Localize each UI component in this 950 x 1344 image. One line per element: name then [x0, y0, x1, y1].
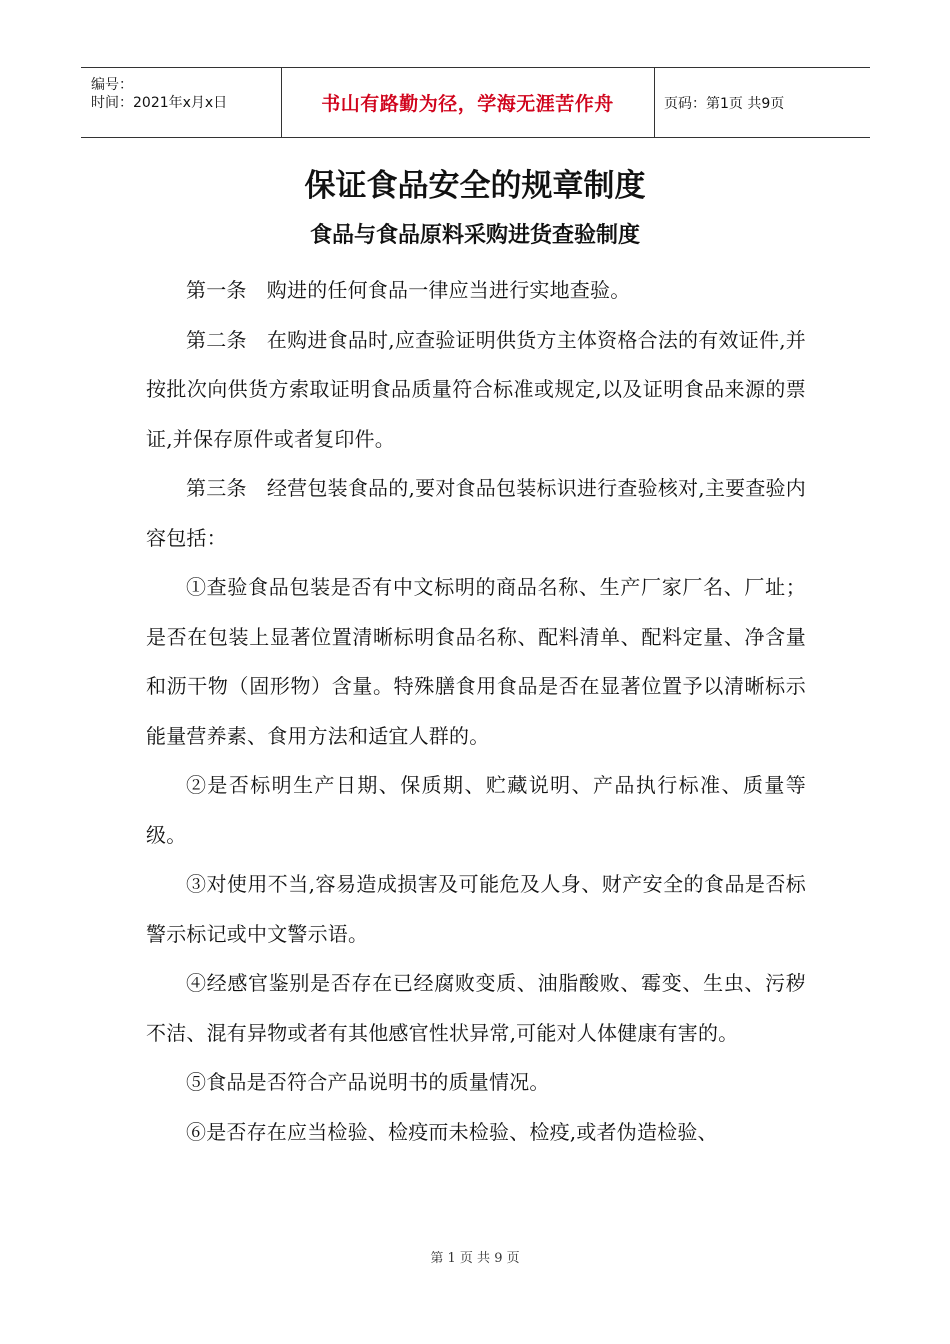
paragraph-item-4: ④经感官鉴别是否存在已经腐败变质、油脂酸败、霉变、生虫、污秽不洁、混有异物或者有其他感官性状异常,可能对人体健康有害的。: [146, 971, 806, 1045]
paragraph-item-5: ⑤食品是否符合产品说明书的质量情况。: [186, 1070, 550, 1094]
paragraph-item-1: ①查验食品包装是否有中文标明的商品名称、生产厂家厂名、厂址；是否在包装上显著位置清晰标明食品名称、配料清单、配料定量、净含量和沥干物（固形物）含量。特殊膳食用食品是否在显著位置予以清晰标示能量营养素、食用方法和适宜人群的。: [146, 575, 806, 748]
header-page-cell: [654, 68, 870, 137]
page-footer: 第 1 页 共 9 页: [430, 1251, 520, 1266]
paragraph-article-3: 第三条 经营包装食品的,要对食品包装标识进行查验核对,主要查验内容包括：: [146, 476, 806, 550]
paragraph-article-1: 第一条 购进的任何食品一律应当进行实地查验。: [186, 278, 631, 302]
number-label: 编号：: [91, 77, 133, 93]
header-meta-cell: [81, 68, 282, 137]
document-title: 保证食品安全的规章制度: [304, 168, 646, 204]
paragraph-item-3: ③对使用不当,容易造成损害及可能危及人身、财产安全的食品是否标警示标记或中文警示语。: [146, 872, 806, 946]
header-motto-cell: [281, 68, 655, 137]
paragraph-item-6: ⑥是否存在应当检验、检疫而未检验、检疫,或者伪造检验、: [186, 1119, 718, 1144]
motto-text: 书山有路勤为径，学海无涯苦作舟: [321, 93, 614, 115]
paragraph-article-2: 第二条 在购进食品时,应查验证明供货方主体资格合法的有效证件,并按批次向供货方索取证明食品质量符合标准或规定,以及证明食品来源的票证,并保存原件或者复印件。: [146, 327, 806, 451]
time-label: 时间：2021年x月x日: [91, 95, 228, 111]
header-page-info: 页码：第1页 共9页: [664, 95, 785, 112]
document-subtitle: 食品与食品原料采购进货查验制度: [309, 223, 640, 248]
document-body: [146, 266, 806, 1157]
page-header: [81, 67, 870, 138]
paragraph-item-2: ②是否标明生产日期、保质期、贮藏说明、产品执行标准、质量等级。: [146, 773, 806, 847]
